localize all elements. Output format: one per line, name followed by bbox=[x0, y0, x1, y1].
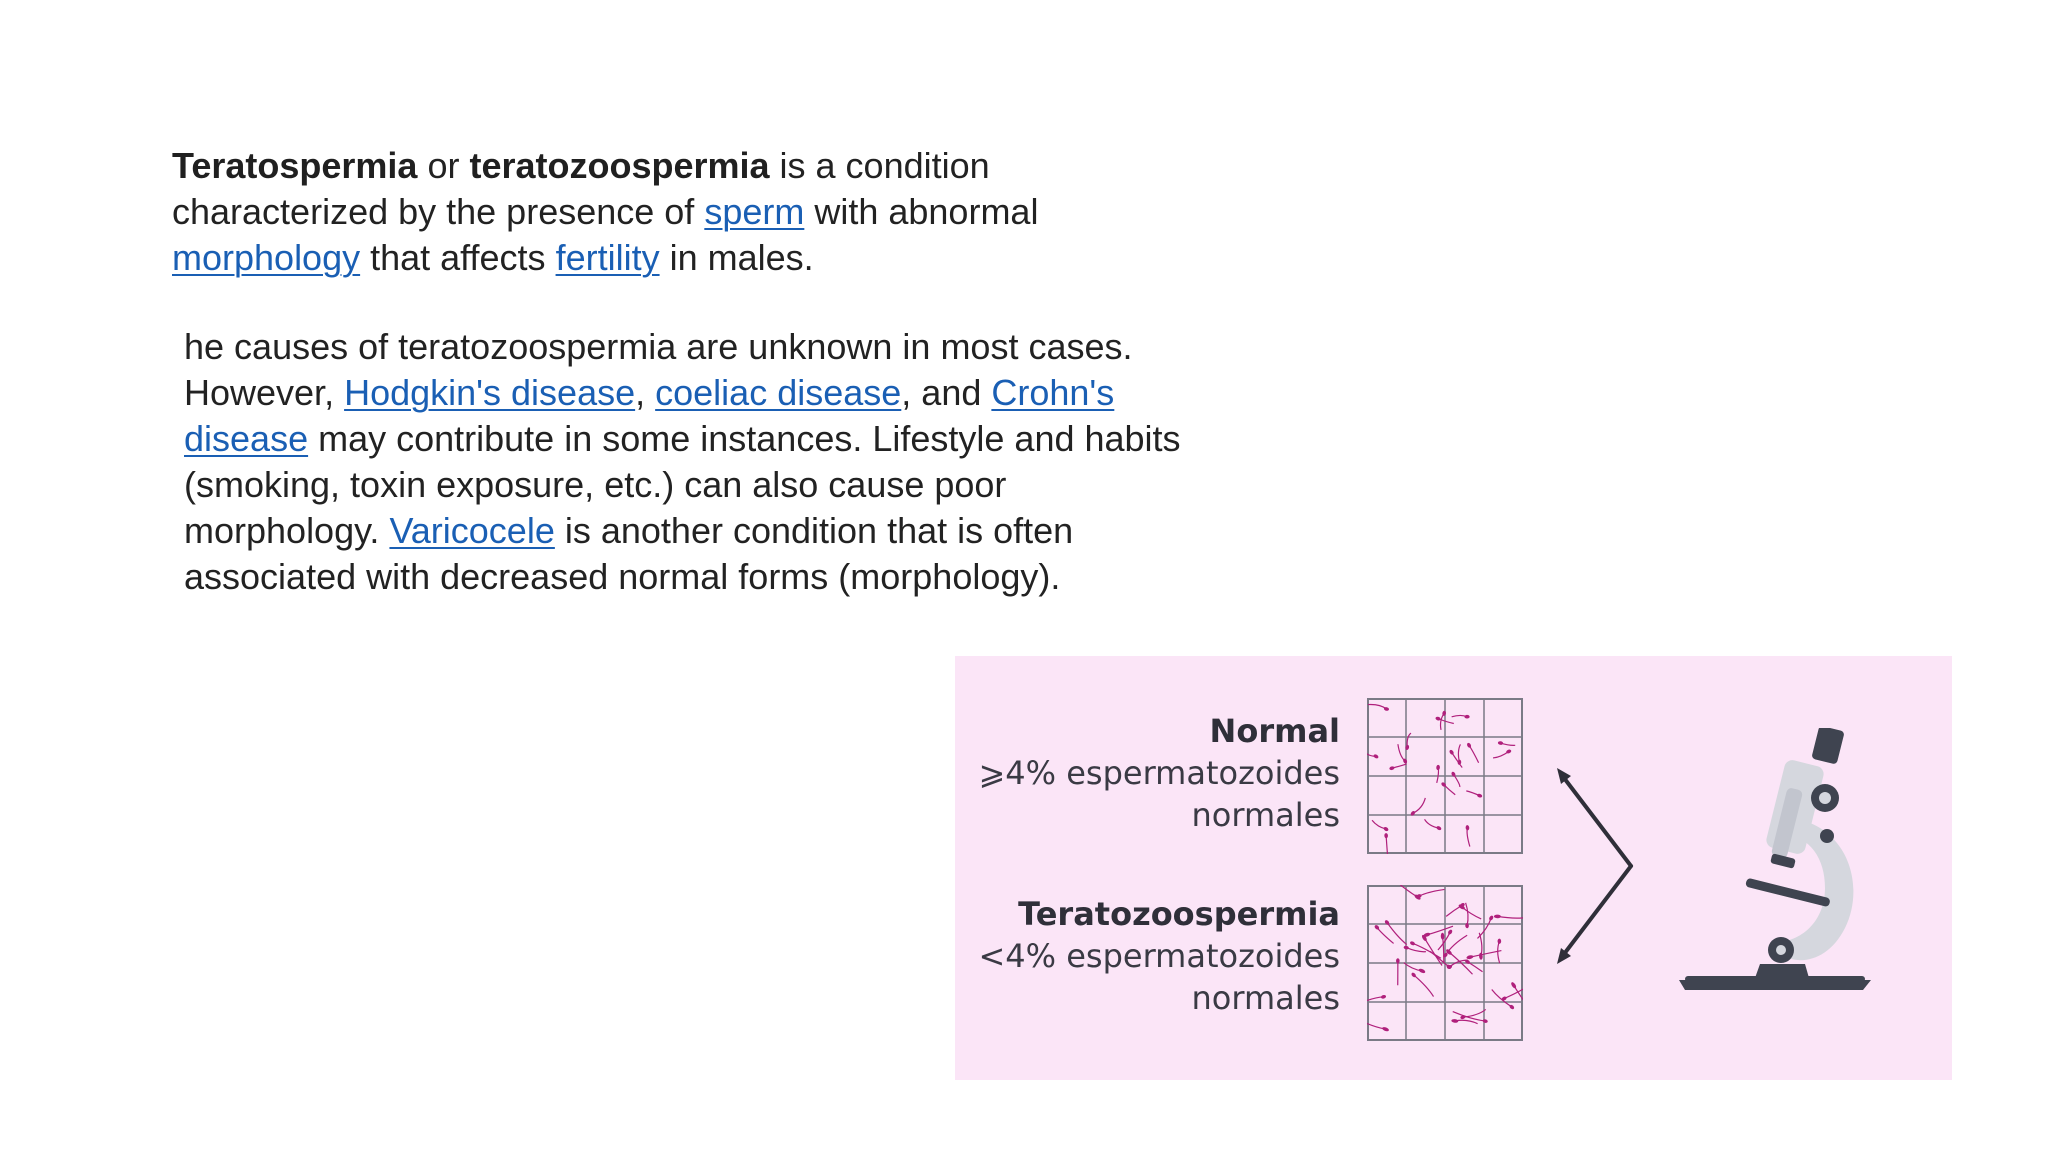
text: may contribute in some instances. Lifestyle and habits (smoking, toxin exposure, etc.) can also cause poor morphology. bbox=[184, 418, 1181, 551]
link-hodgkins-disease[interactable]: Hodgkin's disease bbox=[344, 372, 636, 413]
sperm-head bbox=[1396, 958, 1400, 963]
sperm-head bbox=[1510, 981, 1517, 989]
sperm-head bbox=[1477, 793, 1483, 798]
text: that affects bbox=[360, 237, 556, 278]
sperm-tail bbox=[1467, 828, 1470, 847]
sperm-tail bbox=[1466, 903, 1468, 926]
sperm-tail bbox=[1419, 889, 1444, 896]
sperm-tail bbox=[1387, 922, 1407, 944]
sperm-head bbox=[1498, 741, 1504, 745]
sperm-head bbox=[1382, 1026, 1390, 1032]
sperm-head bbox=[1436, 765, 1440, 770]
sperm-tail bbox=[1413, 798, 1425, 813]
term-teratospermia: Teratospermia bbox=[172, 145, 418, 186]
terato-line1: <4% espermatozoides bbox=[978, 937, 1340, 975]
sperm-tail bbox=[1455, 1020, 1478, 1023]
text: with abnormal bbox=[804, 191, 1039, 232]
sperm-tail bbox=[1458, 744, 1460, 762]
sperm-tail bbox=[1492, 989, 1512, 1007]
text: is another condition that is often associated with decreased normal forms (morphology). bbox=[184, 510, 1074, 597]
sperm-head bbox=[1418, 968, 1426, 974]
terato-label bbox=[978, 893, 1340, 1019]
terato-line2: normales bbox=[1191, 979, 1340, 1017]
sperm-tail bbox=[1367, 997, 1383, 1004]
normal-title: Normal bbox=[1209, 712, 1340, 750]
link-varicocele[interactable]: Varicocele bbox=[389, 510, 555, 551]
text: or bbox=[417, 145, 470, 186]
sperm-tail bbox=[1414, 975, 1434, 997]
sperm-tail bbox=[1386, 836, 1387, 854]
sperm-tail bbox=[1452, 752, 1463, 767]
text: he causes of teratozoospermia are unknown in most cases. However, bbox=[184, 326, 1133, 413]
sperm-tail bbox=[1469, 745, 1479, 762]
normal-sperm-grid-icon bbox=[1367, 698, 1523, 854]
sperm-tail bbox=[1497, 916, 1523, 918]
sperm-head bbox=[1380, 994, 1386, 999]
normal-line2: normales bbox=[1191, 796, 1340, 834]
sperm-tail bbox=[1504, 987, 1523, 999]
intro-paragraph bbox=[172, 143, 1102, 281]
sperm-tail bbox=[1463, 1009, 1486, 1017]
link-sperm[interactable]: sperm bbox=[704, 191, 805, 232]
sperm-tail bbox=[1377, 927, 1394, 943]
sperm-head bbox=[1494, 915, 1501, 919]
microscope-icon bbox=[1675, 728, 1875, 998]
sperm-head bbox=[1498, 939, 1502, 944]
sperm-head bbox=[1383, 826, 1389, 832]
morphology-figure bbox=[955, 656, 1952, 1080]
sperm-head bbox=[1436, 825, 1442, 831]
sperm-head bbox=[1479, 953, 1483, 960]
link-morphology[interactable]: morphology bbox=[172, 237, 361, 278]
link-coeliac-disease[interactable]: coeliac disease bbox=[655, 372, 902, 413]
sperm-tail bbox=[1443, 936, 1444, 962]
sperm-head bbox=[1466, 955, 1474, 960]
link-crohns-disease[interactable]: Crohn's disease bbox=[184, 372, 1115, 459]
sperm-head bbox=[1457, 760, 1461, 765]
causes-paragraph bbox=[184, 324, 1184, 600]
sperm-head bbox=[1389, 766, 1395, 771]
sperm-head bbox=[1465, 825, 1469, 831]
terato-sperm-grid-icon bbox=[1367, 885, 1523, 1041]
sperm-head bbox=[1464, 715, 1469, 719]
sperm-head bbox=[1373, 753, 1379, 759]
text: , and bbox=[901, 372, 992, 413]
text: , bbox=[635, 372, 656, 413]
sperm-tail bbox=[1498, 941, 1500, 963]
sperm-head bbox=[1435, 716, 1441, 721]
sperm-head bbox=[1447, 929, 1453, 935]
normal-line1: ⩾4% espermatozoides bbox=[978, 754, 1340, 792]
text: in males. bbox=[659, 237, 814, 278]
sperm-head bbox=[1451, 1019, 1458, 1023]
text: is a condition characterized by the presence of bbox=[172, 145, 990, 232]
sperm-tail bbox=[1424, 938, 1442, 966]
arrows-icon bbox=[1555, 766, 1635, 966]
sperm-head bbox=[1409, 941, 1415, 947]
sperm-tail bbox=[1470, 951, 1501, 958]
sperm-tail bbox=[1368, 704, 1386, 708]
sperm-head bbox=[1441, 933, 1445, 940]
sperm-head bbox=[1384, 833, 1388, 838]
terato-title: Teratozoospermia bbox=[1018, 895, 1340, 933]
sperm-head bbox=[1482, 1019, 1488, 1024]
normal-label bbox=[978, 710, 1340, 836]
term-teratozoospermia: teratozoospermia bbox=[469, 145, 770, 186]
sperm-head bbox=[1488, 915, 1494, 921]
sperm-head bbox=[1403, 945, 1409, 950]
link-fertility[interactable]: fertility bbox=[555, 237, 660, 278]
sperm-tail bbox=[1398, 744, 1405, 761]
